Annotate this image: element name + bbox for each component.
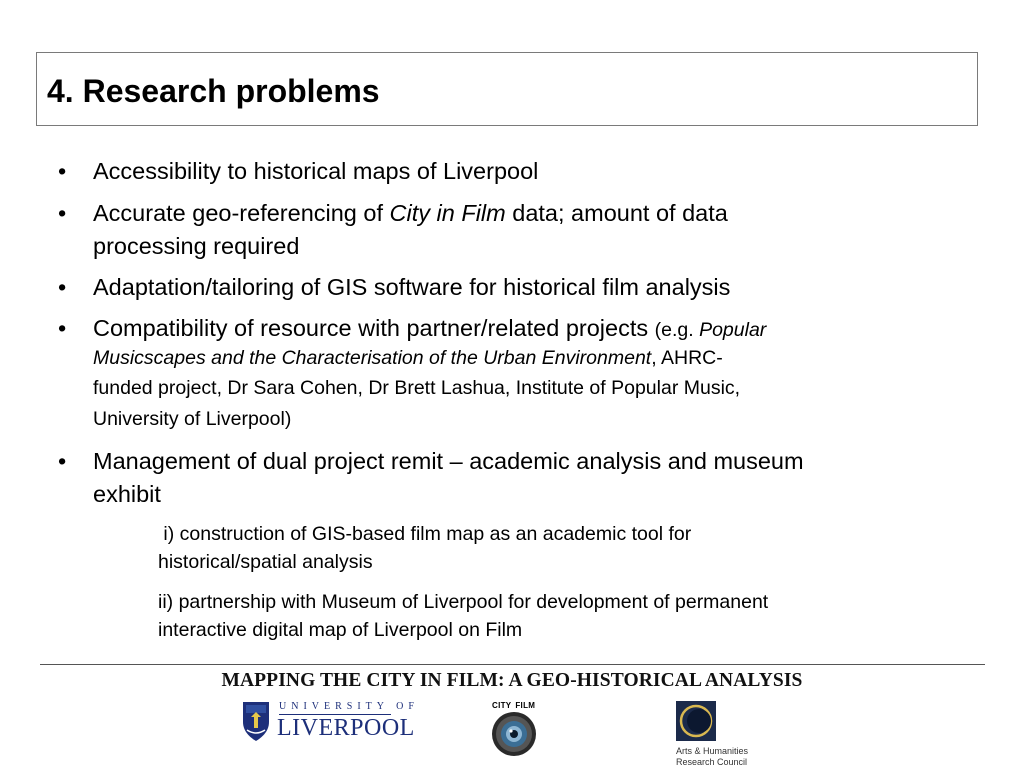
bullet-marker: • [58, 315, 67, 341]
bullet-text: funded project, Dr Sara Cohen, Dr Brett Lashua, Institute of Popular Music, [93, 377, 741, 399]
bullet-item [93, 271, 730, 304]
bullet-item-continuation [93, 478, 161, 511]
bullet-text-italic: Musicscapes and the Characterisation of the Urban Environment [93, 347, 652, 369]
bullet-text: processing required [93, 233, 300, 259]
city-in-film-logo [489, 701, 539, 759]
bullet-text: Accurate geo-referencing of [93, 200, 390, 226]
sub-item-text: i) construction of GIS-based film map as an academic tool for [158, 523, 692, 545]
bullet-text: data; amount of data [505, 200, 728, 226]
ahrc-text-line2: Research Council [676, 757, 748, 767]
bullet-item-continuation [93, 343, 723, 373]
bullet-text: , AHRC- [651, 347, 723, 369]
ahrc-emblem-icon [676, 701, 716, 741]
film-reel-eye-icon [490, 710, 538, 758]
bullet-item [93, 155, 538, 188]
bullet-item-continuation [93, 373, 740, 403]
slide-title-box [36, 52, 978, 126]
logo-text-main: LIVERPOOL [277, 715, 415, 741]
ahrc-logo [676, 701, 772, 767]
bullet-text-small: (e.g. [654, 319, 700, 341]
bullet-item [93, 445, 804, 478]
bullet-marker: • [58, 200, 67, 226]
bullet-marker: • [58, 274, 67, 300]
bullet-text-italic: Popular [699, 319, 767, 341]
sub-item-text: interactive digital map of Liverpool on Film [158, 619, 523, 641]
sub-item-text: historical/spatial analysis [158, 551, 373, 573]
bullet-item [93, 312, 766, 347]
bullet-text: Adaptation/tailoring of GIS software for historical film analysis [93, 274, 731, 300]
ahrc-text-line1: Arts & Humanities [676, 746, 749, 756]
bullet-item-continuation [93, 404, 291, 434]
bullet-marker: • [58, 158, 67, 184]
logo-text: FILM [515, 701, 536, 710]
bullet-text: University of Liverpool) [93, 408, 292, 430]
bullet-text: Accessibility to historical maps of Liverpool [93, 158, 539, 184]
footer-divider [40, 664, 985, 665]
bullet-text: Management of dual project remit – academic analysis and museum [93, 448, 804, 474]
bullet-marker: • [58, 448, 67, 474]
bullet-item [93, 197, 728, 230]
shield-icon [241, 700, 271, 742]
logo-text: CITY [492, 701, 512, 710]
bullet-text: exhibit [93, 481, 161, 507]
bullet-item-continuation [93, 230, 299, 263]
sub-item [158, 588, 988, 644]
bullet-text-italic: City in Film [389, 200, 506, 226]
university-of-liverpool-logo [241, 700, 419, 744]
logo-text-top: UNIVERSITY OF [279, 701, 419, 712]
bullet-text: Compatibility of resource with partner/related projects [93, 315, 655, 341]
slide-title: 4. Research problems [47, 73, 380, 109]
city-in-film-label [492, 701, 535, 710]
sub-item [158, 520, 988, 576]
footer-title: MAPPING THE CITY IN FILM: A GEO-HISTORICAL ANALYSIS [221, 670, 803, 691]
sub-item-text: ii) partnership with Museum of Liverpool for development of permanent [158, 591, 769, 613]
